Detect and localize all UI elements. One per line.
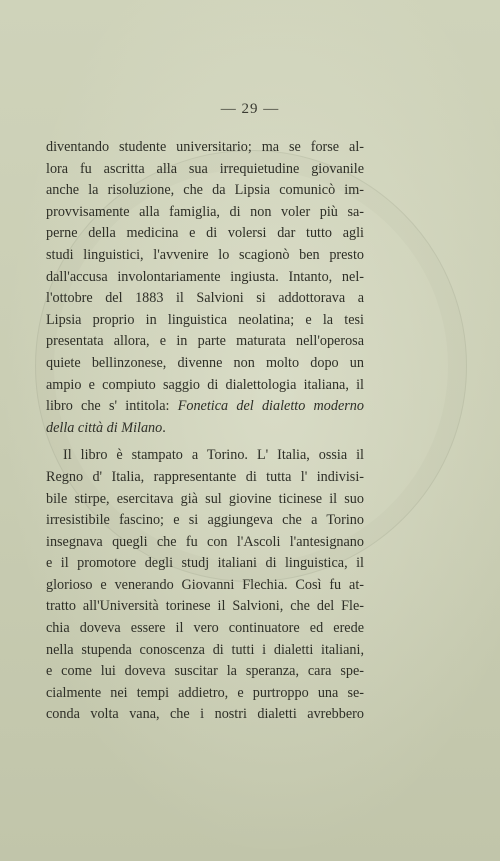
text-line: conda volta vana, che i nostri dialetti avrebbero xyxy=(46,706,364,723)
text-line: Regno d' Italia, rappresentante di tutta l' indivisi- xyxy=(46,468,364,485)
text-line: glorioso e venerando Giovanni Flechia. Così fu at- xyxy=(46,576,364,593)
text-line: studi linguistici, l'avvenire lo scagionò ben presto xyxy=(46,246,364,263)
text-line: cialmente nei tempi addietro, e purtroppo una se- xyxy=(46,684,364,701)
text-line: nella stupenda conoscenza di tutti i dialetti italiani, xyxy=(46,641,364,658)
text-line: diventando studente universitario; ma se forse al- xyxy=(46,139,364,155)
text-line: ampio e compiuto saggio di dialettologia italiana, il xyxy=(46,376,364,393)
book-title: della città di Milano xyxy=(46,419,163,436)
text-line: quiete bellinzonese, divenne non molto dopo un xyxy=(46,354,364,371)
text-fragment: . xyxy=(162,419,166,436)
body-text xyxy=(46,137,364,726)
text-line: e come lui doveva suscitar la speranza, cara spe- xyxy=(46,663,364,680)
text-line: tratto all'Università torinese il Salvioni, che del Fle- xyxy=(46,598,364,615)
text-line-with-title xyxy=(46,418,364,440)
text-line: irresistibile fascino; e si aggiungeva che a Torino xyxy=(46,512,364,529)
text-line: bile stirpe, esercitava già sul giovine ticinese il suo xyxy=(46,490,364,507)
book-title: Fonetica del dialetto moderno xyxy=(177,398,364,415)
text-line: perne della medicina e di volersi dar tutto agli xyxy=(46,225,364,242)
text-fragment: libro che s' intitola: xyxy=(46,398,170,415)
text-line: e il promotore degli studj italiani di linguistica, il xyxy=(46,555,364,572)
text-line: dall'accusa involontariamente ingiusta. Intanto, nel- xyxy=(46,268,364,285)
text-line: Il libro è stampato a Torino. L' Italia, ossia il xyxy=(63,447,364,464)
text-line: Lipsia proprio in linguistica neolatina; e la tesi xyxy=(46,311,364,328)
text-line-with-title xyxy=(46,396,364,418)
text-line: presentata allora, e in parte maturata nell'operosa xyxy=(46,333,364,350)
text-line: anche la risoluzione, che da Lipsia comunicò im- xyxy=(46,182,364,199)
text-line: chia doveva essere il vero continuatore ed erede xyxy=(46,620,364,637)
text-line: insegnava quegli che fu con l'Ascoli l'antesignano xyxy=(46,533,364,550)
text-line: l'ottobre del 1883 il Salvioni si addottorava a xyxy=(46,290,364,307)
page-number: — 29 — xyxy=(220,101,280,117)
text-line: provvisamente alla famiglia, di non voler più sa- xyxy=(46,203,364,220)
text-line: lora fu ascritta alla sua irrequietudine giovanile xyxy=(46,160,364,177)
